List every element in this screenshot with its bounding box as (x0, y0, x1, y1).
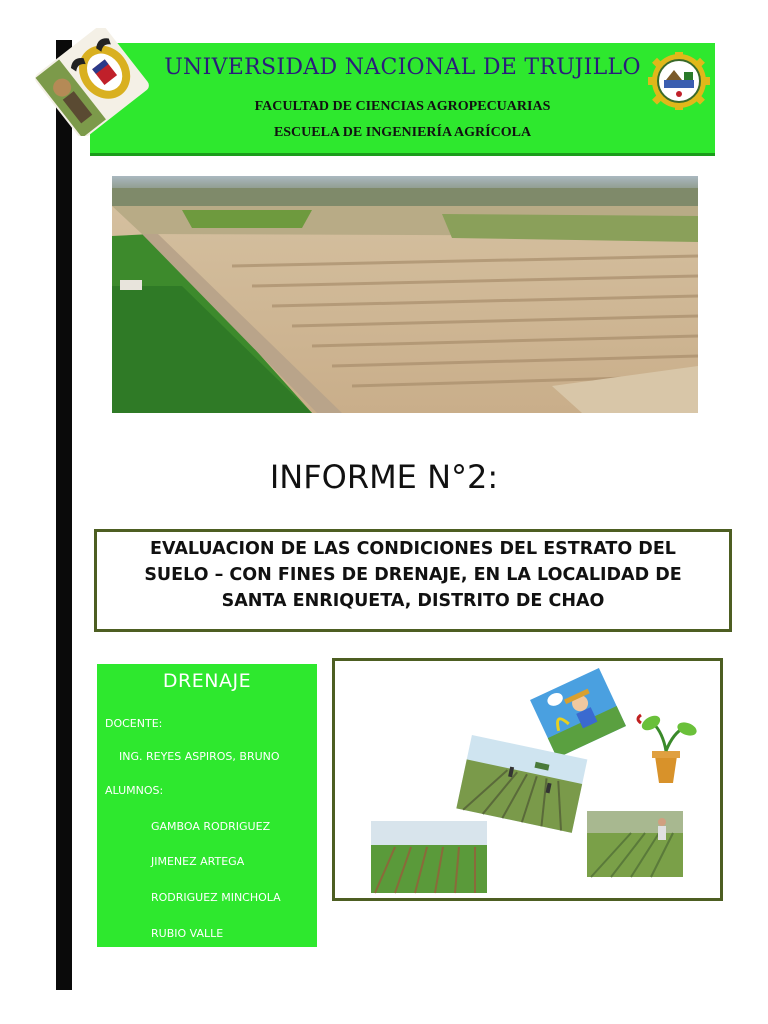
teacher-label: DOCENTE: (105, 717, 163, 730)
teacher-name: ING. REYES ASPIROS, BRUNO (119, 750, 280, 763)
course-name: DRENAJE (162, 670, 252, 692)
students-label: ALUMNOS: (105, 784, 164, 797)
left-accent-bar (56, 40, 72, 990)
potted-plant-clipart (638, 713, 698, 783)
aerial-field-photo (112, 176, 698, 413)
student-name: RUBIO VALLE (151, 927, 224, 940)
farmer-clipart-image (530, 668, 626, 758)
student-name: RODRIGUEZ MINCHOLA (151, 891, 281, 904)
student-name: JIMENEZ ARTEGA (151, 855, 245, 868)
collage-illustrations (335, 661, 720, 898)
crop-rows-photo (371, 821, 487, 893)
university-name: UNIVERSIDAD NACIONAL DE TRUJILLO (164, 55, 641, 80)
faculty-name: FACULTAD DE CIENCIAS AGROPECUARIAS (254, 99, 551, 114)
school-gear-logo (642, 52, 716, 110)
farming-collage (332, 658, 723, 901)
report-title: INFORME N°2: (269, 458, 499, 496)
report-subject-box: EVALUACION DE LAS CONDICIONES DEL ESTRATO DEL SUELO – CON FINES DE DRENAJE, EN LA LOCALIDAD DE SANTA ENRIQUETA, DISTRITO DE CHAO (94, 529, 732, 632)
worker-in-field-photo (587, 811, 683, 877)
school-name: ESCUELA DE INGENIERÍA AGRÍCOLA (273, 125, 532, 140)
university-crest-image (32, 28, 152, 136)
header-banner (90, 43, 715, 156)
course-info-panel (97, 664, 317, 947)
student-name: GAMBOA RODRIGUEZ (151, 820, 271, 833)
